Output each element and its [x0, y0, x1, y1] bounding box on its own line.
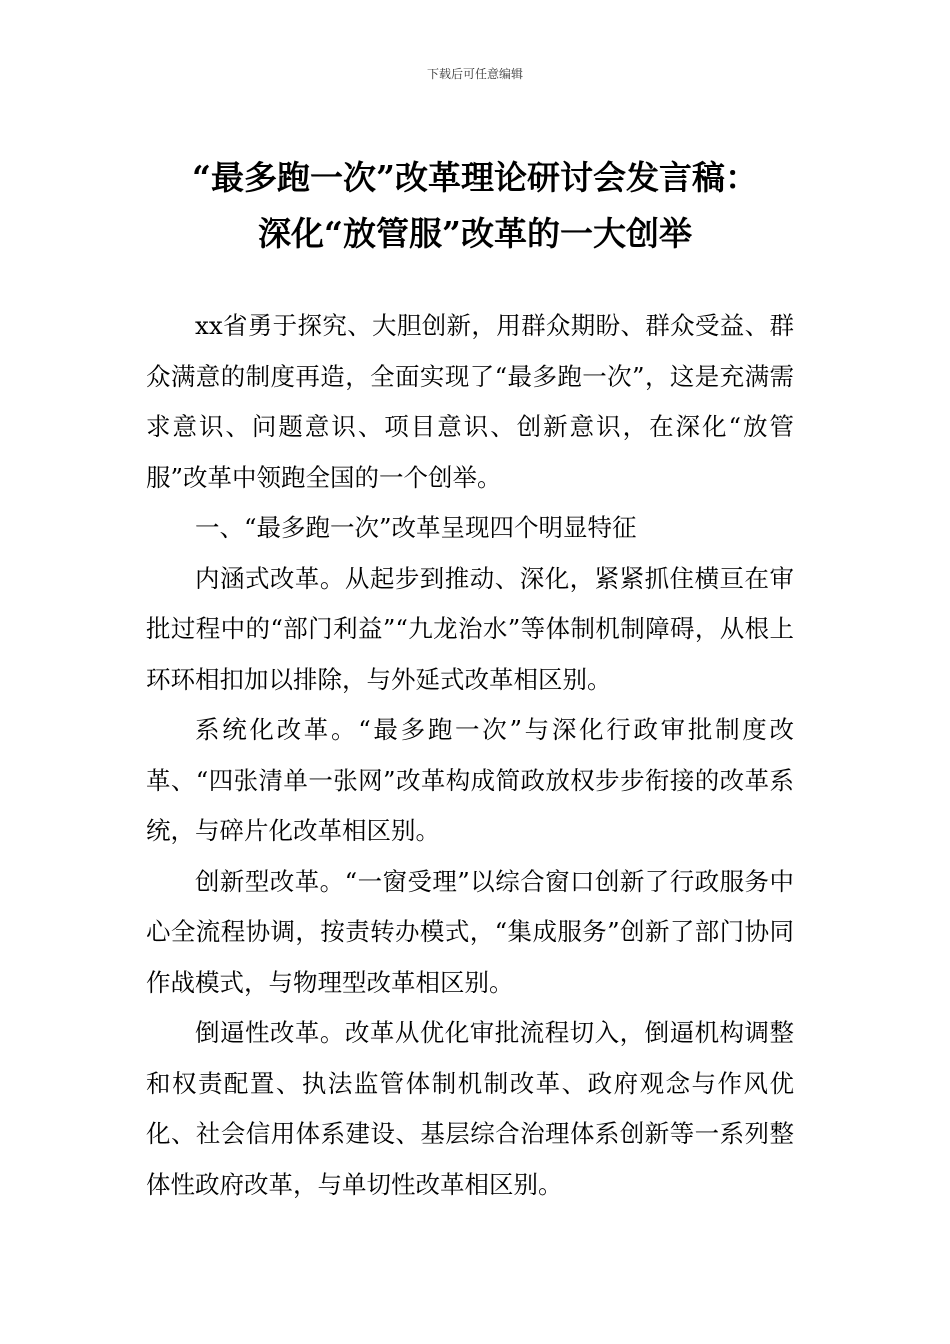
paragraph-feature-1: 内涵式改革。从起步到推动、深化，紧紧抓住横亘在审批过程中的“部门利益”“九龙治水”等体制机制障碍，从根上环环相扣加以排除，与外延式改革相区别。: [146, 563, 794, 694]
document-title: [120, 150, 830, 262]
document-body: [146, 301, 794, 1210]
page-header-note: 下载后可任意编辑: [426, 67, 523, 81]
paragraph-feature-4: 倒逼性改革。改革从优化审批流程切入，倒逼机构调整和权责配置、执法监管体制机制改革、政府观念与作风优化、社会信用体系建设、基层综合治理体系创新等一系列整体性政府改革，与单切性改革相区别。: [146, 1018, 794, 1199]
document-title-line-2: 深化“放管服”改革的一大创举: [258, 214, 692, 253]
document-title-line-1: “最多跑一次”改革理论研讨会发言稿：: [192, 158, 758, 197]
paragraph-feature-3: 创新型改革。“一窗受理”以综合窗口创新了行政服务中心全流程协调，按责转办模式，“集成服务”创新了部门协同作战模式，与物理型改革相区别。: [146, 866, 794, 997]
section-heading: 一、“最多跑一次”改革呈现四个明显特征: [195, 513, 637, 542]
paragraph-feature-2: 系统化改革。“最多跑一次”与深化行政审批制度改革、“四张清单一张网”改革构成简政放权步步衔接的改革系统，与碎片化改革相区别。: [146, 715, 794, 845]
paragraph-intro: xx省勇于探究、大胆创新，用群众期盼、群众受益、群众满意的制度再造，全面实现了“最多跑一次”，这是充满需求意识、问题意识、项目意识、创新意识，在深化“放管服”改革中领跑全国的一个创举。: [146, 311, 794, 492]
